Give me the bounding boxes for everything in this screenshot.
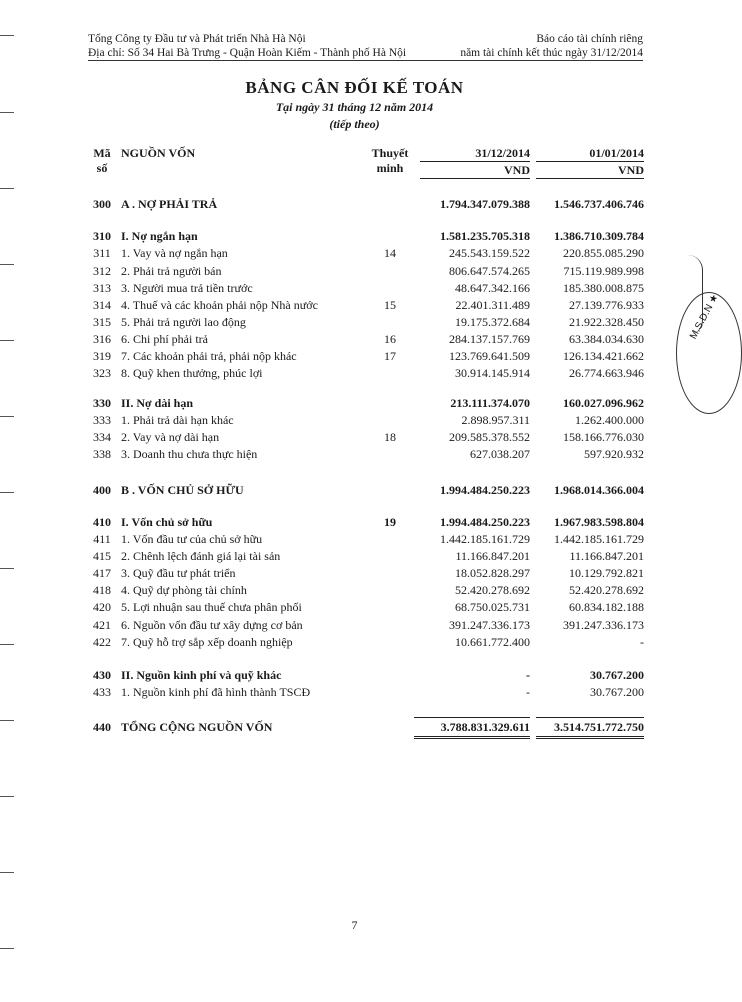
total-bottom-rule [414,738,530,739]
row-note: 18 [384,430,396,444]
row-value-2014-end: 1.994.484.250.223 [440,515,530,529]
margin-tick [0,188,14,189]
table-row [0,531,709,548]
row-code: 323 [93,366,111,380]
row-name: 7. Quỹ hỗ trợ sắp xếp doanh nghiệp [121,635,293,649]
row-name: 1. Phải trả dài hạn khác [121,413,234,427]
header-right [460,32,643,60]
row-name: II. Nợ dài hạn [121,396,194,410]
total-top-rule [414,717,530,718]
row-name: 5. Lợi nhuận sau thuế chưa phân phối [121,600,302,614]
column-header-2014-start: 01/01/2014 [589,146,644,160]
row-value-2014-start: - [640,635,644,649]
margin-tick [0,416,14,417]
row-code: 313 [93,281,111,295]
row-name: B . VỐN CHỦ SỞ HỮU [121,483,244,497]
row-value-2014-end: 245.543.159.522 [449,246,530,260]
row-value-2014-end: 1.442.185.161.729 [440,532,530,546]
column-rule [420,178,530,179]
row-value-2014-end: 3.788.831.329.611 [440,720,530,734]
column-rule [536,161,644,162]
margin-tick [0,35,14,36]
row-name: 1. Vay và nợ ngắn hạn [121,246,228,260]
column-rule [420,161,530,162]
row-value-2014-end: 52.420.278.692 [455,583,530,597]
row-value-2014-start: 60.834.182.188 [569,600,644,614]
row-name: TỔNG CỘNG NGUỒN VỐN [121,720,273,734]
total-bottom-rule [536,738,644,739]
table-row [0,684,709,701]
margin-tick [0,948,14,949]
seal-text: M.S.D.N ★ [688,292,721,342]
row-code: 411 [93,532,111,546]
row-value-2014-start: 1.967.983.598.804 [554,515,644,529]
row-value-2014-start: 52.420.278.692 [569,583,644,597]
margin-tick [0,720,14,721]
row-value-2014-start: 1.386.710.309.784 [554,229,644,243]
row-value-2014-start: 185.380.008.875 [563,281,644,295]
column-header-code-sub: số [96,161,108,175]
row-value-2014-end: 213.111.374.070 [450,396,530,410]
table-row [0,634,709,651]
row-value-2014-start: 3.514.751.772.750 [554,720,644,734]
table-row [0,667,709,684]
row-value-2014-end: 22.401.311.489 [455,298,530,312]
row-value-2014-end: 10.661.772.400 [455,635,530,649]
row-code: 319 [93,349,111,363]
row-value-2014-start: 1.968.014.366.004 [554,483,644,497]
table-row [0,429,709,446]
row-name: 1. Vốn đầu tư của chủ sở hữu [121,532,263,546]
total-bottom-rule [536,736,644,737]
row-value-2014-start: 26.774.663.946 [569,366,644,380]
row-value-2014-end: 30.914.145.914 [455,366,530,380]
table-row [0,412,709,429]
row-name: 3. Người mua trả tiền trước [121,281,253,295]
row-code: 440 [93,720,111,734]
column-header-note: Thuyết [371,146,409,160]
total-bottom-rule [414,736,530,737]
table-row [0,548,709,565]
margin-tick [0,796,14,797]
row-value-2014-start: 391.247.336.173 [563,618,644,632]
table-row [0,565,709,582]
row-code: 330 [93,396,111,410]
row-value-2014-start: 597.920.932 [584,447,644,461]
column-header-name: NGUỒN VỐN [121,146,196,160]
page-number: 7 [351,918,358,932]
row-name: 5. Phải trả người lao động [121,315,246,329]
row-name: 1. Nguồn kinh phí đã hình thành TSCĐ [121,685,311,699]
row-value-2014-end: 627.038.207 [470,447,530,461]
row-name: 4. Quỹ dự phòng tài chính [121,583,247,597]
row-code: 433 [93,685,111,699]
total-top-rule [536,717,644,718]
table-row [0,245,709,262]
column-header-note-sub: minh [376,161,404,175]
row-value-2014-end: 48.647.342.166 [455,281,530,295]
report-date: Tại ngày 31 tháng 12 năm 2014 [275,100,434,114]
row-code: 334 [93,430,111,444]
row-value-2014-end: 806.647.574.265 [449,264,530,278]
row-code: 300 [93,197,111,211]
row-code: 417 [93,566,111,580]
row-value-2014-end: 284.137.157.769 [449,332,530,346]
table-row [0,599,709,616]
row-value-2014-end: 391.247.336.173 [449,618,530,632]
row-value-2014-start: 1.262.400.000 [575,413,644,427]
unit-label: VND [504,163,530,177]
row-note: 14 [384,246,396,260]
row-code: 410 [93,515,111,529]
row-value-2014-start: 30.767.200 [590,668,644,682]
row-value-2014-start: 715.119.989.998 [563,264,644,278]
column-header-2014-end: 31/12/2014 [475,146,530,160]
table-row [0,446,709,463]
row-code: 430 [93,668,111,682]
table-row [0,348,709,365]
row-name: II. Nguồn kinh phí và quỹ khác [121,668,282,682]
row-value-2014-end: 1.581.235.705.318 [440,229,530,243]
row-code: 333 [93,413,111,427]
company-address: Địa chỉ: Số 34 Hai Bà Trưng - Quận Hoàn Kiếm - Thành phố Hà Nội [88,47,407,59]
header-left [88,32,406,60]
margin-tick [0,340,14,341]
row-value-2014-start: 63.384.034.630 [569,332,644,346]
table-row [0,196,709,213]
row-value-2014-start: 10.129.792.821 [569,566,644,580]
row-code: 310 [93,229,111,243]
margin-tick [0,644,14,645]
row-value-2014-start: 1.546.737.406.746 [554,197,644,211]
row-value-2014-start: 21.922.328.450 [569,315,644,329]
row-value-2014-start: 160.027.096.962 [563,396,644,410]
report-period: năm tài chính kết thúc ngày 31/12/2014 [460,47,643,59]
row-note: 19 [384,515,396,529]
row-code: 314 [93,298,111,312]
table-row [0,280,709,297]
row-value-2014-end: - [526,685,530,699]
row-name: 2. Vay và nợ dài hạn [121,430,220,444]
row-value-2014-start: 126.134.421.662 [563,349,644,363]
table-row [0,365,709,382]
row-code: 312 [93,264,111,278]
row-code: 400 [93,483,111,497]
row-code: 420 [93,600,111,614]
row-value-2014-start: 158.166.776.030 [563,430,644,444]
row-code: 311 [93,246,111,260]
row-name: I. Vốn chủ sở hữu [121,515,213,529]
company-name: Tổng Công ty Đầu tư và Phát triển Nhà Hà Nội [88,33,306,45]
row-note: 16 [384,332,396,346]
table-row [0,395,709,412]
table-row [0,719,709,736]
row-value-2014-end: 68.750.025.731 [455,600,530,614]
row-name: 8. Quỹ khen thưởng, phúc lợi [121,366,263,380]
row-note: 15 [384,298,396,312]
row-value-2014-end: 11.166.847.201 [455,549,530,563]
row-value-2014-end: 19.175.372.684 [455,315,530,329]
unit-label: VND [618,163,644,177]
row-value-2014-end: 1.794.347.079.388 [440,197,530,211]
row-name: 3. Quỹ đầu tư phát triển [121,566,236,580]
report-type: Báo cáo tài chính riêng [536,33,643,45]
table-row [0,297,709,314]
row-value-2014-start: 220.855.085.290 [563,246,644,260]
page-title: BẢNG CÂN ĐỐI KẾ TOÁN [245,78,464,97]
row-value-2014-start: 11.166.847.201 [569,549,644,563]
row-name: 4. Thuế và các khoản phải nộp Nhà nước [121,298,318,312]
row-value-2014-end: 123.769.641.509 [449,349,530,363]
row-value-2014-end: 18.052.828.297 [455,566,530,580]
table-row [0,617,709,634]
row-code: 316 [93,332,111,346]
row-value-2014-start: 27.139.776.933 [569,298,644,312]
table-row [0,582,709,599]
row-name: 6. Nguồn vốn đầu tư xây dựng cơ bản [121,618,303,632]
row-name: 6. Chi phí phải trả [121,332,208,346]
margin-tick [0,112,14,113]
row-code: 421 [93,618,111,632]
margin-tick [0,872,14,873]
row-name: 3. Doanh thu chưa thực hiện [121,447,258,461]
table-row [0,263,709,280]
row-code: 315 [93,315,111,329]
row-code: 338 [93,447,111,461]
row-value-2014-end: 209.585.378.552 [449,430,530,444]
table-row [0,514,709,531]
row-name: I. Nợ ngắn hạn [121,229,198,243]
table-row [0,482,709,499]
row-name: 2. Chênh lệch đánh giá lại tài sản [121,549,281,563]
row-value-2014-start: 30.767.200 [590,685,644,699]
row-code: 415 [93,549,111,563]
column-header-code: Mã [93,146,111,160]
row-name: 7. Các khoản phải trả, phải nộp khác [121,349,297,363]
row-value-2014-end: 1.994.484.250.223 [440,483,530,497]
row-note: 17 [384,349,396,363]
table-row [0,331,709,348]
margin-tick [0,492,14,493]
table-row [0,314,709,331]
row-value-2014-start: 1.442.185.161.729 [554,532,644,546]
row-code: 422 [93,635,111,649]
margin-tick [0,568,14,569]
row-value-2014-end: 2.898.957.311 [461,413,530,427]
row-code: 418 [93,583,111,597]
row-name: A . NỢ PHẢI TRẢ [121,197,218,211]
table-row [0,228,709,245]
column-rule [536,178,644,179]
row-value-2014-end: - [526,668,530,682]
continued-note: (tiếp theo) [329,117,380,131]
row-name: 2. Phải trả người bán [121,264,222,278]
margin-tick [0,264,14,265]
header-divider [88,60,643,61]
